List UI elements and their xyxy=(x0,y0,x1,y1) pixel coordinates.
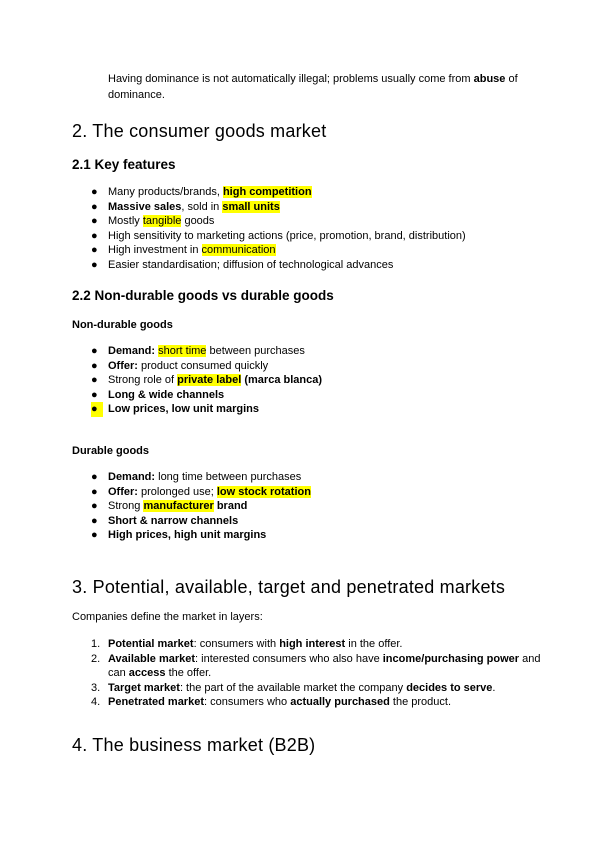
list-item: ● Offer: prolonged use; low stock rotation xyxy=(91,485,311,498)
list-item: ● Strong manufacturer brand xyxy=(91,500,248,513)
bullet-icon: ● xyxy=(91,229,98,242)
list-item: ● Many products/brands, high competition xyxy=(91,186,312,198)
intro-text: Having dominance is not automatically illegal; problems usually come from xyxy=(108,73,474,85)
list-item: 1. Potential market: consumers with high interest in the offer. xyxy=(91,638,403,650)
list-item: ● Demand: short time between purchases xyxy=(91,345,305,357)
bullet-icon: ● xyxy=(91,244,98,257)
bullet-icon: ● xyxy=(91,388,98,401)
section-2-heading: 2. The consumer goods market xyxy=(72,121,327,141)
list-item: ● High prices, high unit margins xyxy=(91,529,267,542)
durable-heading: Durable goods xyxy=(72,445,150,457)
intro-bold: abuse xyxy=(473,73,506,85)
bullet-icon: ● xyxy=(91,529,98,542)
section-3-lead: Companies define the market in layers: xyxy=(72,611,263,623)
list-item: ● Massive sales, sold in small units xyxy=(91,200,280,213)
bullet-icon: ● xyxy=(91,186,98,198)
bullet-icon: ● xyxy=(91,500,98,513)
bullet-icon: ● xyxy=(91,345,98,357)
list-item: ● Low prices, low unit margins xyxy=(91,403,259,416)
highlight: small units xyxy=(222,200,280,213)
list-item: ● High sensitivity to marketing actions (price, promotion, brand, distribution) xyxy=(91,229,466,242)
list-item: ● Offer: product consumed quickly xyxy=(91,359,269,372)
non-durable-list xyxy=(91,344,322,417)
highlight: private label xyxy=(177,374,242,387)
list-item: ● Easier standardisation; diffusion of technological advances xyxy=(91,258,394,271)
list-item: 4. Penetrated market: consumers who actually purchased the product. xyxy=(91,696,452,709)
list-item: ● Demand: long time between purchases xyxy=(91,471,302,483)
list-item: ● Mostly tangible goods xyxy=(91,215,215,228)
highlight: low stock rotation xyxy=(216,485,311,498)
list-item: ● Short & narrow channels xyxy=(91,514,239,527)
highlight: high competition xyxy=(222,186,312,198)
bullet-icon: ● xyxy=(91,471,98,483)
list-item: 3. Target market: the part of the available market the company decides to serve. xyxy=(91,681,496,694)
bullet-icon: ● xyxy=(91,200,98,213)
highlight: short time xyxy=(158,345,207,357)
list-item: ● Long & wide channels xyxy=(91,388,225,401)
highlight: communication xyxy=(201,244,276,257)
non-durable-heading: Non-durable goods xyxy=(72,319,173,331)
bullet-icon: ● xyxy=(91,258,98,271)
bullet-icon: ● xyxy=(91,359,98,372)
highlight: manufacturer xyxy=(143,500,214,513)
bullet-icon: ● xyxy=(91,402,103,417)
list-item: ● Strong role of private label (marca blanca) xyxy=(91,374,322,387)
intro-text-end: of dominance. xyxy=(108,73,518,101)
intro-paragraph xyxy=(108,71,548,103)
bullet-icon: ● xyxy=(91,514,98,527)
list-item: ● High investment in communication xyxy=(91,244,276,257)
highlight: tangible xyxy=(142,215,182,228)
section-3-heading: 3. Potential, available, target and penetrated markets xyxy=(72,577,506,597)
bullet-icon: ● xyxy=(91,215,98,228)
market-layers-list xyxy=(91,637,561,710)
section-4-heading: 4. The business market (B2B) xyxy=(72,735,316,755)
section-2-2-heading: 2.2 Non-durable goods vs durable goods xyxy=(72,288,334,303)
key-features-list xyxy=(91,185,466,273)
durable-list xyxy=(91,470,311,543)
list-item: 2. Available market: interested consumers who also have income/purchasing power and can access the offer. xyxy=(91,652,541,680)
section-2-1-heading: 2.1 Key features xyxy=(72,157,176,172)
bullet-icon: ● xyxy=(91,485,98,498)
bullet-icon: ● xyxy=(91,374,98,387)
